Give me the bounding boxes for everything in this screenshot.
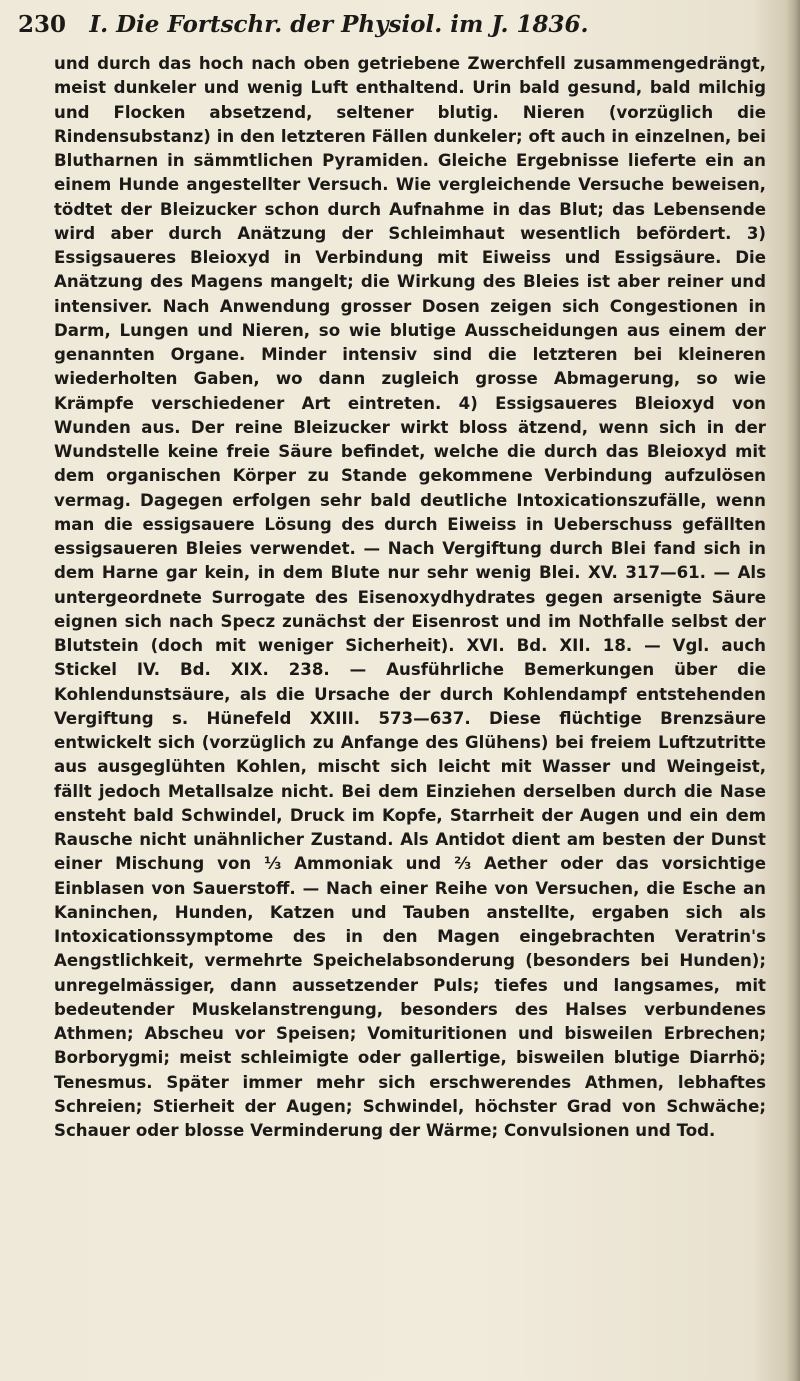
body-paragraph: und durch das hoch nach oben getriebene Zwerchfell zusammengedrängt, meist dunkeler und wenig Luft enthaltend. Urin bald gesund, bald milchig und Flocken absetzend, seltener blutig. Nieren (vorzüglich die Rindensubstanz) in den letzteren Fällen dunkeler; oft auch in einzelnen, bei Blutharnen in sämmtlichen Pyramiden. Gleiche Ergebnisse lieferte ein an einem Hunde angestellter Versuch. Wie vergleichende Versuche beweisen, tödtet der Bleizucker schon durch Aufnahme in das Blut; das Lebensende wird aber durch Anätzung der Schleimhaut wesentlich befördert. 3) Essigsaueres Bleioxyd in Verbindung mit Eiweiss und Essigsäure. Die Anätzung des Magens mangelt; die Wirkung des Bleies ist aber reiner und intensiver. Nach Anwendung grosser Dosen zeigen sich Congestionen in Darm, Lungen und Nieren, so wie blutige Ausscheidungen aus einem der genannten Organe. Minder intensiv sind die letzteren bei kleineren wiederholten Gaben, wo dann zugleich grosse Abmagerung, so wie Krämpfe verschiedener Art eintreten. 4) Essigsaueres Bleioxyd von Wunden aus. Der reine Bleizucker wirkt bloss ätzend, wenn sich in der Wundstelle keine freie Säure befindet, welche die durch das Bleioxyd mit dem organischen Körper zu Stande gekommene Verbindung aufzulösen vermag. Dagegen erfolgen sehr bald deutliche Intoxicationszufälle, wenn man die essigsauere Lösung des durch Eiweiss in Ueberschuss gefällten essigsaueren Bleies verwendet. — Nach Vergiftung durch Blei fand sich in dem Harne gar kein, in dem Blute nur sehr wenig Blei. XV. 317—61. — Als untergeordnete Surrogate des Eisenoxydhydrates gegen arsenigte Säure eignen sich nach Specz zunächst der Eisenrost und im Nothfalle selbst der Blutstein (doch mit weniger Sicherheit). XVI. Bd. XII. 18. — Vgl. auch Stickel IV. Bd. XIX. 238. — Ausführliche Bemerkungen über die Kohlendunstsäure, als die Ursache der durch Kohlendampf entstehenden Vergiftung s. Hünefeld XXIII. 573—637. Diese flüchtige Brenzsäure entwickelt sich (vorzüglich zu Anfange des Glühens) bei freiem Luftzutritte aus ausgeglühten Kohlen, mischt sich leicht mit Wasser und Weingeist, fällt jedoch Metallsalze nicht. Bei dem Einziehen derselben durch die Nase ensteht bald Schwindel, Druck im Kopfe, Starrheit der Augen und ein dem Rausche nicht unähnlicher Zustand. Als Antidot dient am besten der Dunst einer Mischung von ⅓ Ammoniak und ⅔ Aether oder das vorsichtige Einblasen von Sauerstoff. — Nach einer Reihe von Versuchen, die Esche an Kaninchen, Hunden, Katzen und Tauben anstellte, ergaben sich als Intoxicationssymptome des in den Magen eingebrachten Veratrin's Aengstlichkeit, vermehrte Speichelabsonderung (besonders bei Hunden); unregelmässiger, dann aussetzender Puls; tiefes und langsames, mit bedeutender Muskelanstrengung, besonders des Halses verbundenes Athmen; Abscheu vor Speisen; Vomituritionen und bisweilen Erbrechen; Borborygmi; meist schleimigte oder gallertige, bisweilen blutige Diarrhö; Tenesmus. Später immer mehr sich erschwerendes Athmen, lebhaftes Schreien; Stierheit der Augen; Schwindel, höchster Grad von Schwäche; Schauer oder blosse Verminderung der Wärme; Convulsionen und Tod. <box>54 54 766 1140</box>
page-number: 230 <box>18 11 67 38</box>
page-edge-shadow <box>786 0 800 1381</box>
page-header <box>18 8 778 42</box>
running-head: I. Die Fortschr. der Physiol. im J. 1836. <box>89 11 589 38</box>
body-text-block <box>54 52 766 1143</box>
